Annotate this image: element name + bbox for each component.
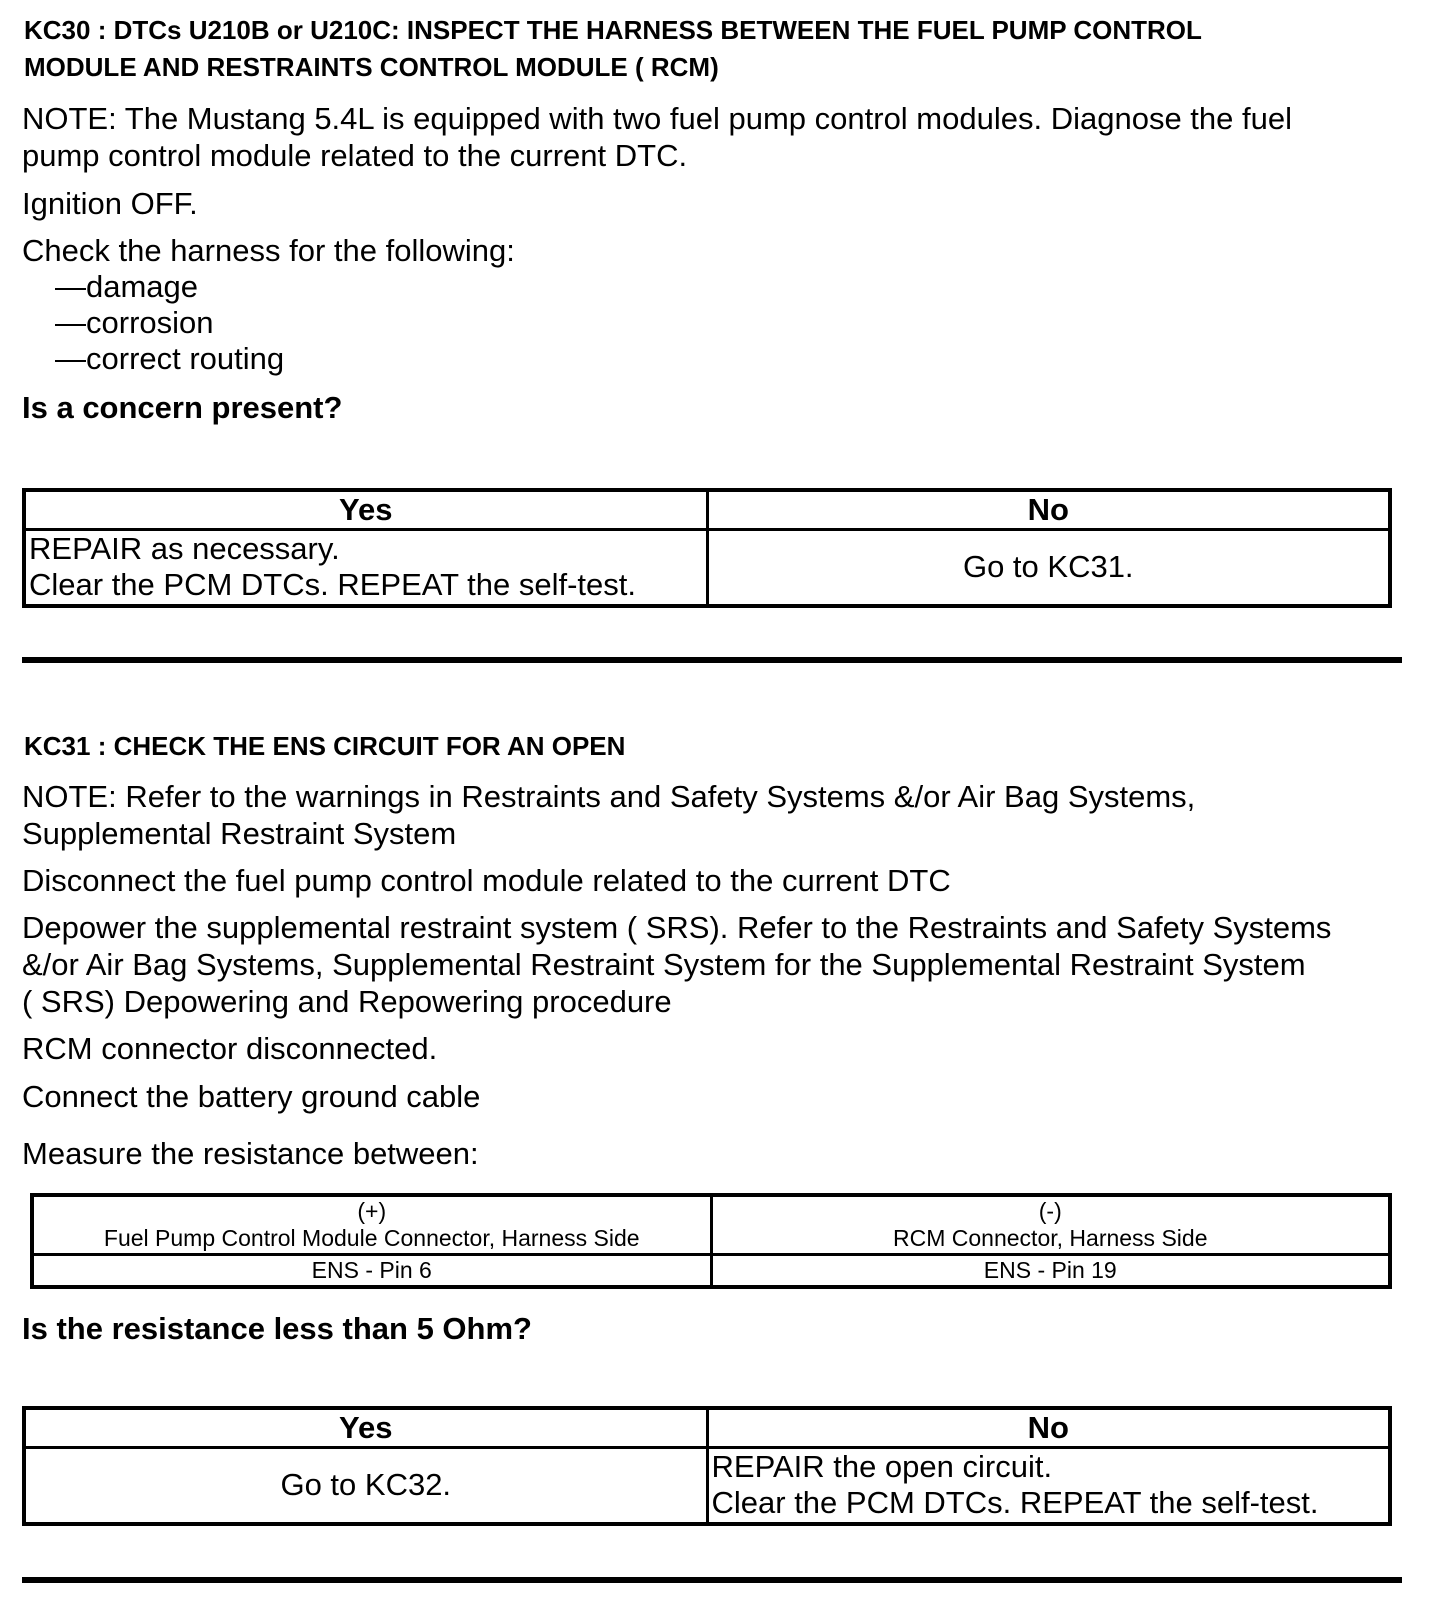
negative-connector: RCM Connector, Harness Side [893,1225,1208,1251]
no-cell [707,1448,1390,1524]
yes-cell: Go to KC32. [24,1448,707,1524]
no-cell: Go to KC31. [707,530,1390,606]
kc31-note-line2: Supplemental Restraint System [22,816,457,851]
kc31-step-disconnect: Disconnect the fuel pump control module related to the current DTC [22,863,951,898]
measure-table [30,1193,1392,1289]
kc31-step-depower-line3: ( SRS) Depowering and Repowering procedure [22,984,672,1019]
no-header: No [707,1408,1390,1448]
section-divider [22,1577,1402,1583]
kc30-title-line1: KC30 : DTCs U210B or U210C: INSPECT THE HARNESS BETWEEN THE FUEL PUMP CONTROL [24,15,1202,45]
kc30-check-item: —corrosion [55,305,214,340]
kc30-check-item: —damage [55,269,199,304]
yes-line1: REPAIR as necessary. [29,531,340,567]
kc31-note-line1: NOTE: Refer to the warnings in Restraints and Safety Systems &/or Air Bag Systems, [22,779,1196,814]
kc31-yes-no-table [22,1406,1392,1526]
positive-pin: ENS - Pin 6 [32,1255,711,1288]
negative-probe-cell [711,1195,1390,1255]
kc31-question: Is the resistance less than 5 Ohm? [22,1311,532,1346]
yes-cell [24,530,707,606]
kc31-step-measure: Measure the resistance between: [22,1136,479,1171]
kc30-step-ignition: Ignition OFF. [22,186,198,221]
kc31-step-battery: Connect the battery ground cable [22,1079,481,1114]
section-divider [22,657,1402,663]
kc30-note-line2: pump control module related to the current DTC. [22,138,688,173]
kc30-title-line2: MODULE AND RESTRAINTS CONTROL MODULE ( RCM) [24,52,719,82]
no-header: No [707,490,1390,530]
kc30-note-line1: NOTE: The Mustang 5.4L is equipped with two fuel pump control modules. Diagnose the fuel [22,101,1292,136]
kc30-question: Is a concern present? [22,390,343,425]
yes-line2: Clear the PCM DTCs. REPEAT the self-test. [29,567,636,603]
kc31-step-depower-line2: &/or Air Bag Systems, Supplemental Restraint System for the Supplemental Restraint System [22,947,1306,982]
kc31-step-rcm: RCM connector disconnected. [22,1031,438,1066]
positive-connector: Fuel Pump Control Module Connector, Harness Side [103,1225,640,1251]
no-line2: Clear the PCM DTCs. REPEAT the self-test. [711,1485,1319,1521]
no-line1: REPAIR the open circuit. [711,1449,1053,1485]
kc31-step-depower-line1: Depower the supplemental restraint system ( SRS). Refer to the Restraints and Safety Systems [22,910,1332,945]
kc30-yes-no-table [22,488,1392,608]
yes-header: Yes [24,1408,707,1448]
negative-pin: ENS - Pin 19 [711,1255,1390,1288]
kc30-step-check: Check the harness for the following: [22,233,515,268]
kc31-title: KC31 : CHECK THE ENS CIRCUIT FOR AN OPEN [24,731,626,761]
positive-probe-cell [32,1195,711,1255]
kc30-check-item: —correct routing [55,341,285,376]
yes-header: Yes [24,490,707,530]
negative-label: (-) [1038,1198,1062,1224]
positive-label: (+) [357,1198,387,1224]
